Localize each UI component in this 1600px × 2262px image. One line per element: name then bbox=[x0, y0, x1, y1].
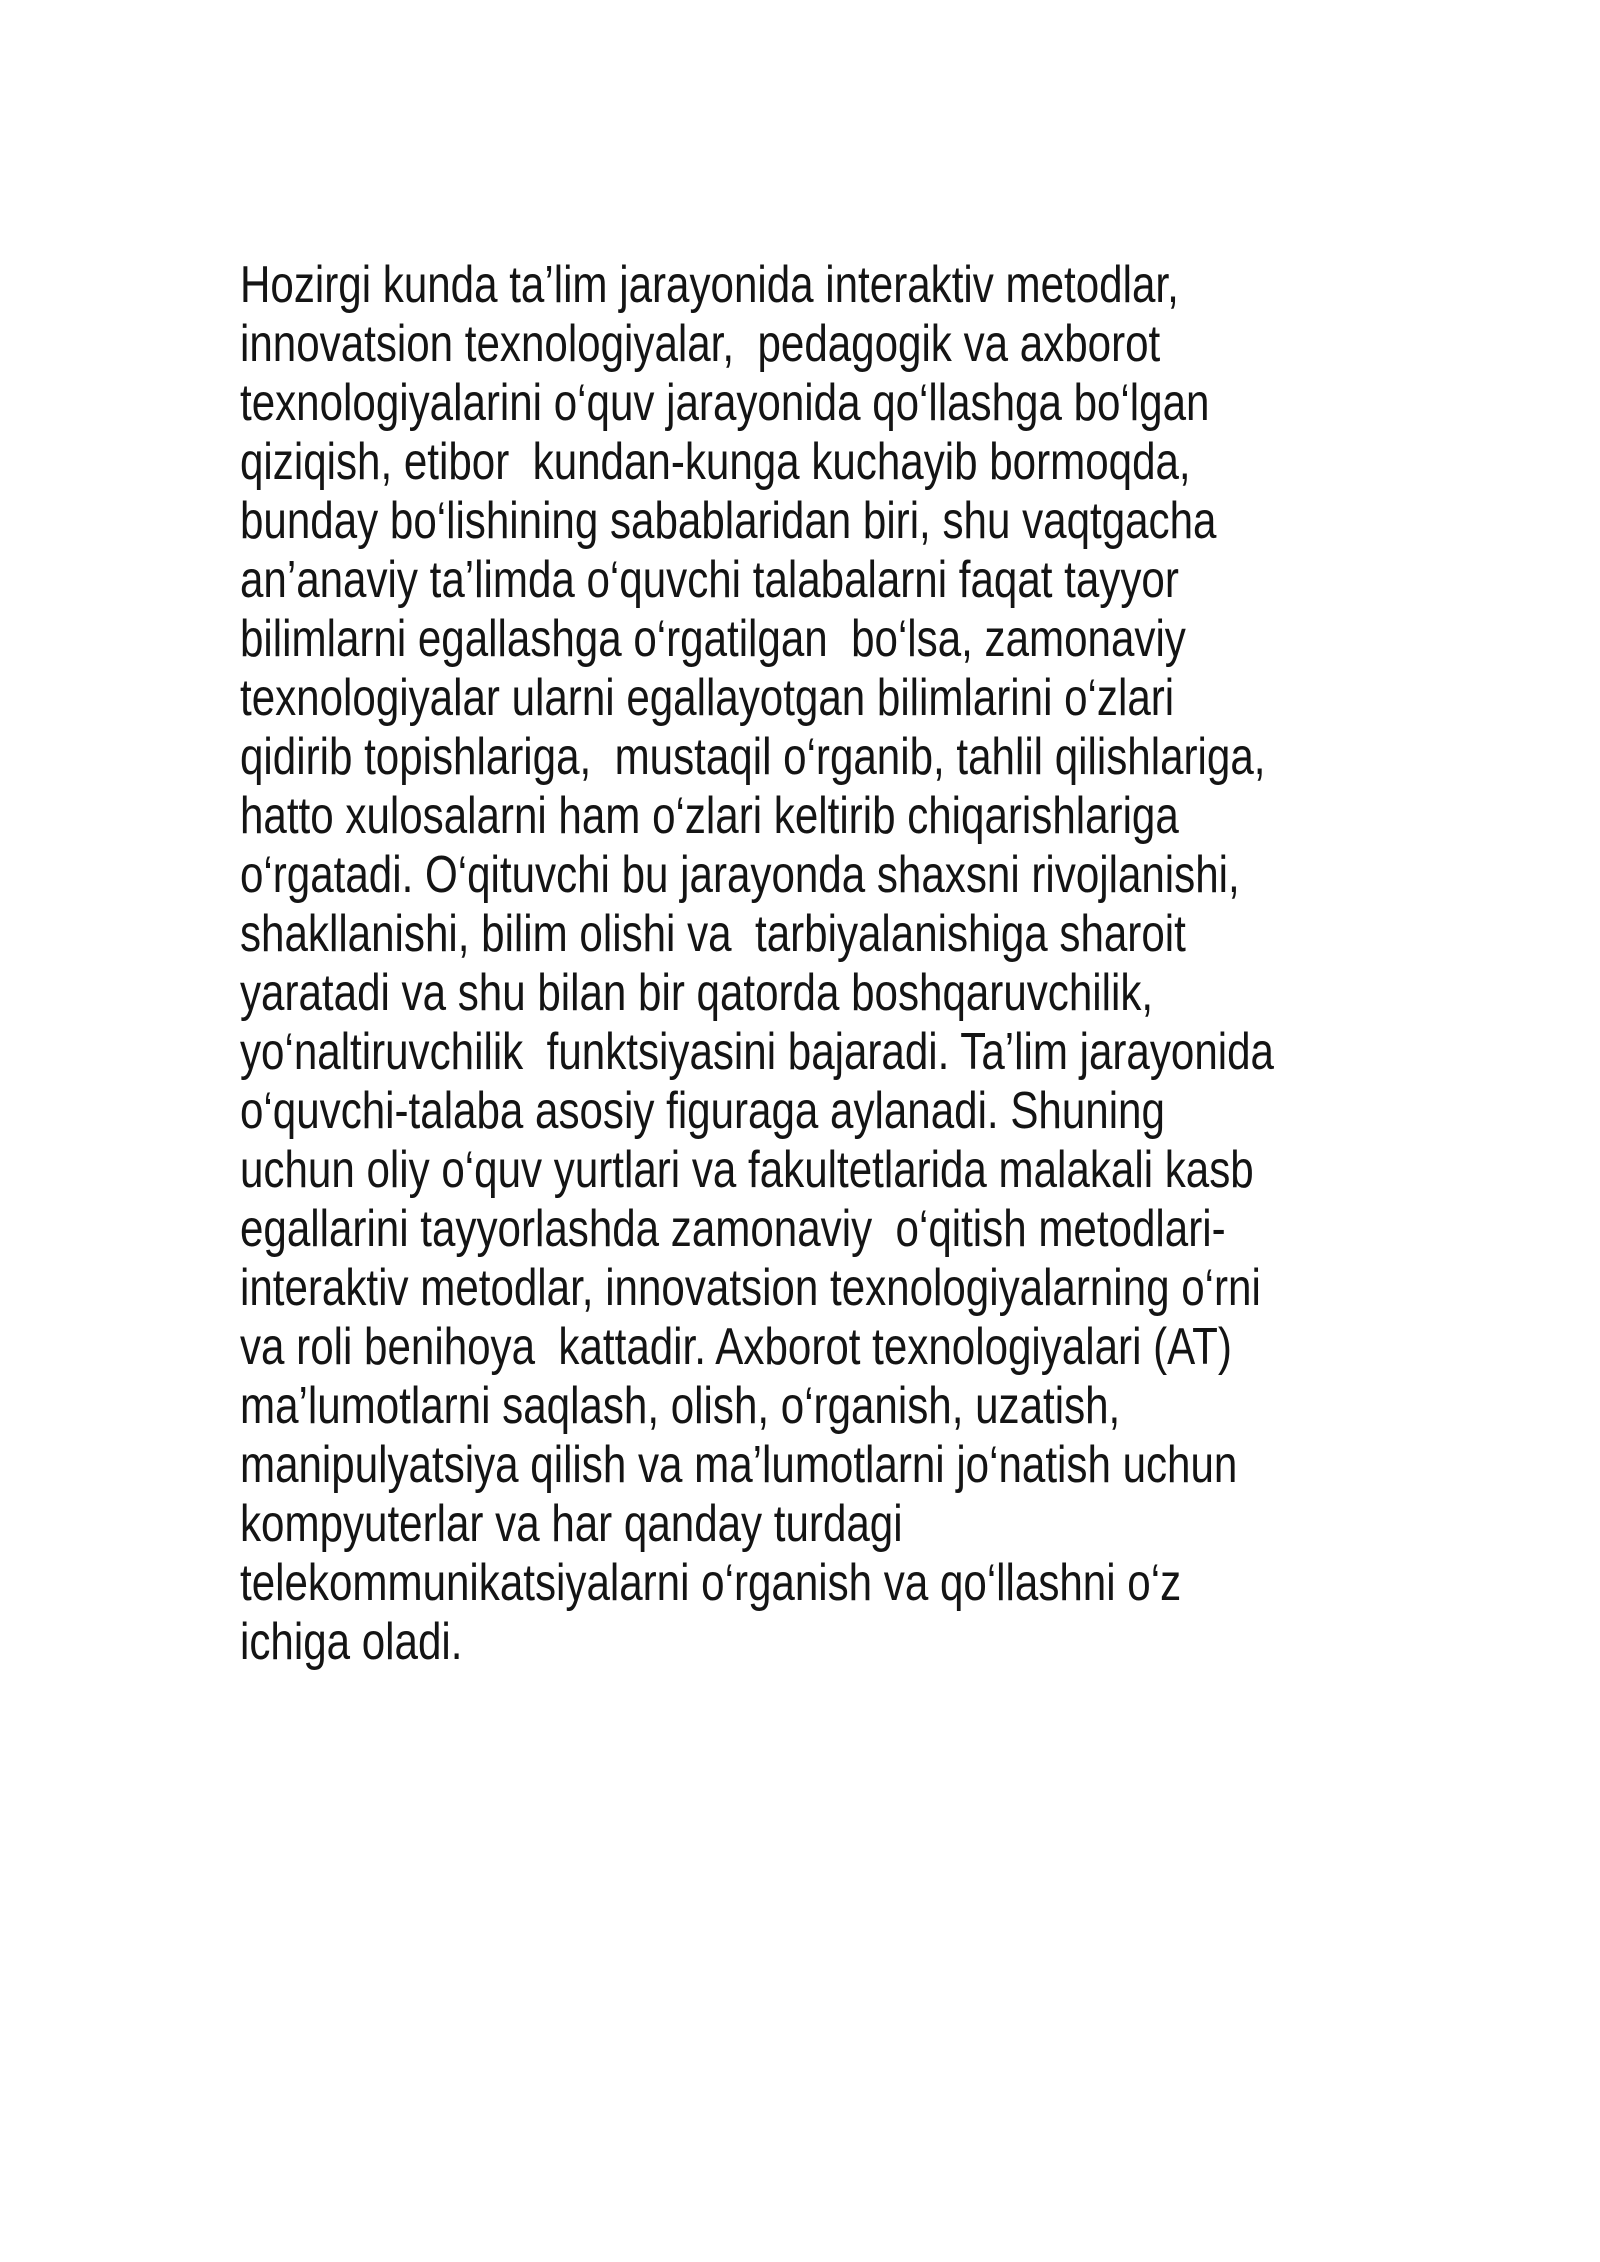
text-line-14: yo‘naltiruvchilik funktsiyasini bajaradi. Ta’lim jarayonida bbox=[240, 1023, 1274, 1081]
text-line-17: egallarini tayyorlashda zamonaviy o‘qitish metodlari- bbox=[240, 1200, 1226, 1258]
text-line-22: kompyuterlar va har qanday turdagi bbox=[240, 1495, 903, 1553]
text-line-2: innovatsion texnologiyalar, pedagogik va axborot bbox=[240, 315, 1161, 373]
text-line-15: o‘quvchi-talaba asosiy figuraga aylanadi. Shuning bbox=[240, 1082, 1165, 1140]
text-line-13: yaratadi va shu bilan bir qatorda boshqaruvchilik, bbox=[240, 964, 1154, 1022]
text-line-21: manipulyatsiya qilish va ma’lumotlarni jo‘natish uchun bbox=[240, 1436, 1238, 1494]
text-line-5: bunday bo‘lishining sabablaridan biri, shu vaqtgacha bbox=[240, 492, 1217, 550]
text-line-7: bilimlarni egallashga o‘rgatilgan bo‘lsa, zamonaviy bbox=[240, 610, 1186, 668]
text-line-19: va roli benihoya kattadir. Axborot texnologiyalari (AT) bbox=[240, 1318, 1232, 1376]
text-line-3: texnologiyalarini o‘quv jarayonida qo‘llashga bo‘lgan bbox=[240, 374, 1210, 432]
text-line-16: uchun oliy o‘quv yurtlari va fakultetlarida malakali kasb bbox=[240, 1141, 1254, 1199]
text-line-23: telekommunikatsiyalarni o‘rganish va qo‘llashni o‘z bbox=[240, 1554, 1182, 1612]
text-line-1: Hozirgi kunda ta’lim jarayonida interaktiv metodlar, bbox=[240, 256, 1179, 314]
text-line-10: hatto xulosalarni ham o‘zlari keltirib chiqarishlariga bbox=[240, 787, 1179, 845]
text-line-4: qiziqish, etibor kundan-kunga kuchayib bormoqda, bbox=[240, 433, 1191, 491]
text-line-8: texnologiyalar ularni egallayotgan bilimlarini o‘zlari bbox=[240, 669, 1175, 727]
text-line-20: ma’lumotlarni saqlash, olish, o‘rganish, uzatish, bbox=[240, 1377, 1121, 1435]
text-line-9: qidirib topishlariga, mustaqil o‘rganib, tahlil qilishlariga, bbox=[240, 728, 1266, 786]
text-line-11: o‘rgatadi. O‘qituvchi bu jarayonda shaxsni rivojlanishi, bbox=[240, 846, 1240, 904]
text-line-6: an’anaviy ta’limda o‘quvchi talabalarni faqat tayyor bbox=[240, 551, 1179, 609]
text-line-12: shakllanishi, bilim olishi va tarbiyalanishiga sharoit bbox=[240, 905, 1186, 963]
text-line-24: ichiga oladi. bbox=[240, 1613, 463, 1671]
body-paragraph bbox=[240, 256, 1274, 1672]
text-line-18: interaktiv metodlar, innovatsion texnologiyalarning o‘rni bbox=[240, 1259, 1261, 1317]
